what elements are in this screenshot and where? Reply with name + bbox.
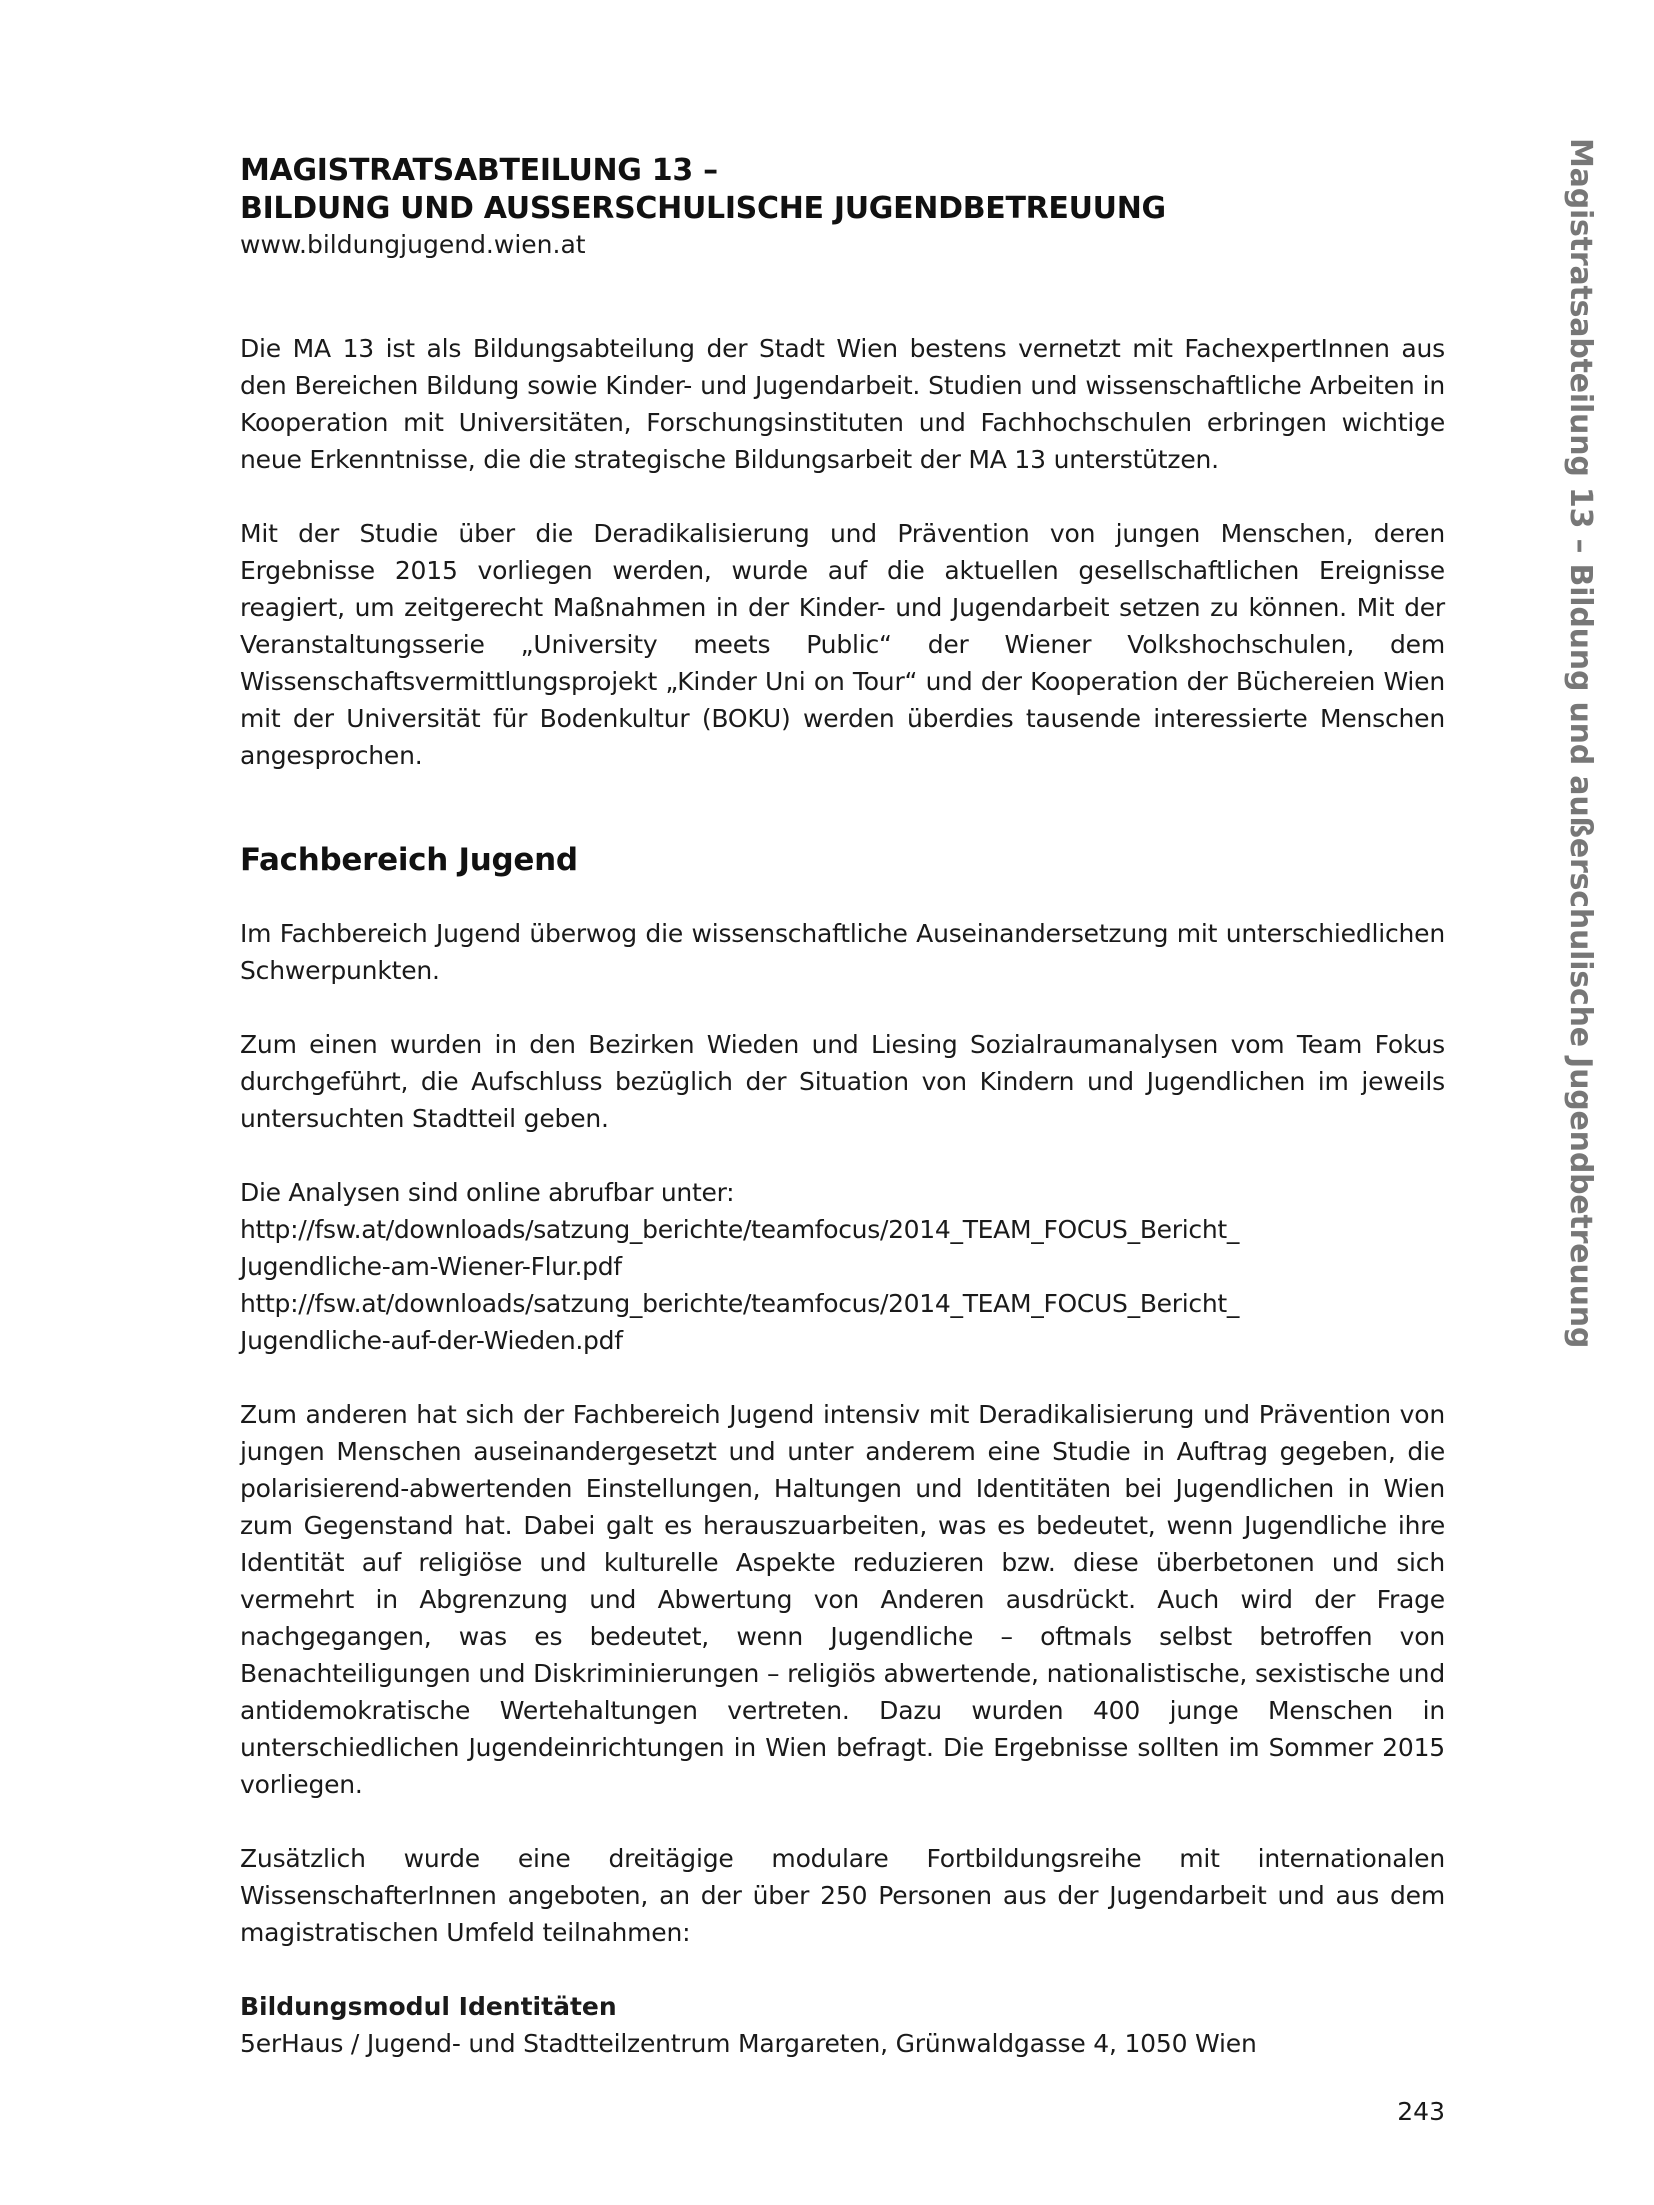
report-link-2-part-1[interactable]: http://fsw.at/downloads/satzung_berichte/teamfocus/2014_TEAM_FOCUS_Bericht_ xyxy=(240,1289,1240,1318)
module-location: 5erHaus / Jugend- und Stadtteilzentrum Margareten, Grünwaldgasse 4, 1050 Wien xyxy=(240,2029,1257,2058)
intro-paragraph-2: Mit der Studie über die Deradikalisierung und Prävention von jungen Menschen, deren Ergebnisse 2015 vorliegen werden, wurde auf die aktuellen gesellschaftlichen Ereignisse reagiert, um zeitgerecht Maßnahmen in der Kinder- und Jugendarbeit setzen zu können. Mit der Veranstaltungsserie „University meets Public“ der Wiener Volkshochschulen, dem Wissenschaftsvermittlungsprojekt „Kinder Uni on Tour“ und der Kooperation der Büchereien Wien mit der Universität für Bodenkultur (BOKU) werden überdies tausende interessierte Menschen angesprochen. xyxy=(240,519,1445,770)
module-title: Bildungsmodul Identitäten xyxy=(240,1992,617,2021)
section-paragraph-4: Zusätzlich wurde eine dreitägige modulare Fortbildungsreihe mit internationalen WissenschafterInnen angeboten, an der über 250 Personen aus der Jugendarbeit und aus dem magistratischen Umfeld teilnahmen: xyxy=(240,1844,1445,1947)
section-paragraph-2: Zum einen wurden in den Bezirken Wieden und Liesing Sozialraumanalysen vom Team Fokus durchgeführt, die Aufschluss bezüglich der Situation von Kindern und Jugendlichen im jeweils untersuchten Stadtteil geben. xyxy=(240,1030,1445,1133)
section-paragraph-1: Im Fachbereich Jugend überwog die wissenschaftliche Auseinandersetzung mit unterschiedlichen Schwerpunkten. xyxy=(240,919,1445,985)
intro-paragraph-1: Die MA 13 ist als Bildungsabteilung der Stadt Wien bestens vernetzt mit FachexpertInnen aus den Bereichen Bildung sowie Kinder- und Jugendarbeit. Studien und wissenschaftliche Arbeiten in Kooperation mit Universitäten, Forschungsinstituten und Fachhochschulen erbringen wichtige neue Erkenntnisse, die die strategische Bildungsarbeit der MA 13 unterstützen. xyxy=(240,334,1445,474)
website-link[interactable]: www.bildungjugend.wien.at xyxy=(240,230,586,259)
report-link-2-part-2[interactable]: Jugendliche-auf-der-Wieden.pdf xyxy=(240,1326,623,1355)
links-block xyxy=(240,1174,1445,1359)
page-title xyxy=(240,152,1445,228)
page-title-line2: BILDUNG UND AUSSERSCHULISCHE JUGENDBETREUUNG xyxy=(240,191,1166,226)
section-paragraph-3: Zum anderen hat sich der Fachbereich Jugend intensiv mit Deradikalisierung und Prävention von jungen Menschen auseinandergesetzt und unter anderem eine Studie in Auftrag gegeben, die polarisierend-abwertenden Einstellungen, Haltungen und Identitäten bei Jugendlichen in Wien zum Gegenstand hat. Dabei galt es herauszuarbeiten, was es bedeutet, wenn Jugendliche ihre Identität auf religiöse und kulturelle Aspekte reduzieren bzw. diese überbetonen und sich vermehrt in Abgrenzung und Abwertung von Anderen ausdrückt. Auch wird der Frage nachgegangen, was es bedeutet, wenn Jugendliche – oftmals selbst betroffen von Benachteiligungen und Diskriminierungen – religiös abwertende, nationalistische, sexistische und antidemokratische Wertehaltungen vertreten. Dazu wurden 400 junge Menschen in unterschiedlichen Jugendeinrichtungen in Wien befragt. Die Ergebnisse sollten im Sommer 2015 vorliegen. xyxy=(240,1400,1445,1799)
report-link-1-part-2[interactable]: Jugendliche-am-Wiener-Flur.pdf xyxy=(240,1252,622,1281)
main-content xyxy=(240,152,1445,2062)
side-running-title xyxy=(1560,138,1600,1349)
section-heading: Fachbereich Jugend xyxy=(240,842,578,878)
page-title-line1: MAGISTRATSABTEILUNG 13 – xyxy=(240,153,718,188)
analysen-intro: Die Analysen sind online abrufbar unter: xyxy=(240,1178,735,1207)
page-number: 243 xyxy=(1397,2097,1445,2126)
side-running-title-text: Magistratsabteilung 13 – Bildung und außerschulische Jugendbetreuung xyxy=(1563,138,1598,1349)
report-link-1-part-1[interactable]: http://fsw.at/downloads/satzung_berichte/teamfocus/2014_TEAM_FOCUS_Bericht_ xyxy=(240,1215,1240,1244)
